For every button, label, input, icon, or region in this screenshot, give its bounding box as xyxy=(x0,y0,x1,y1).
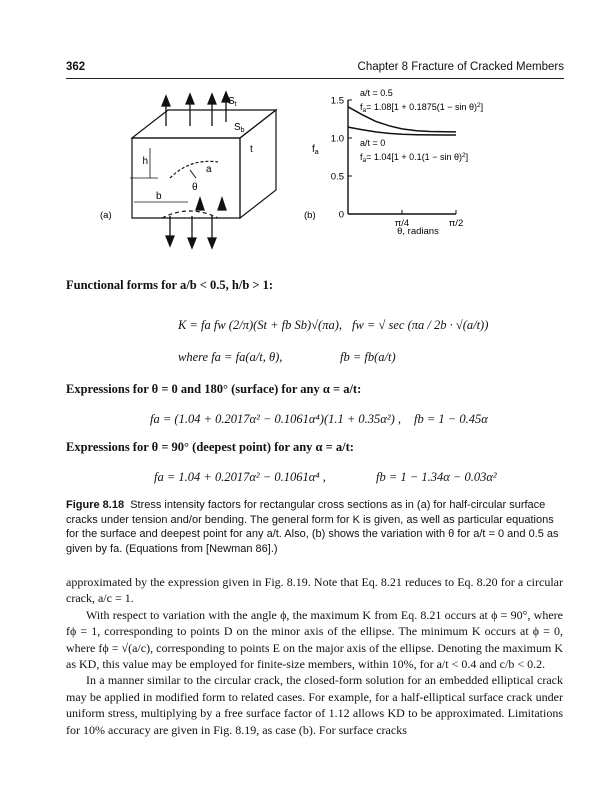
chapter-title: Chapter 8 Fracture of Cracked Members xyxy=(357,61,564,73)
equation-k: K = fa fw (2/π)(St + fb Sb)√(πa), xyxy=(178,318,343,332)
panel-b-label: (b) xyxy=(304,210,316,221)
panel-a-label: (a) xyxy=(100,210,112,221)
heading-surface: Expressions for θ = 0 and 180° (surface) for any α = a/t: xyxy=(66,382,362,396)
body-text xyxy=(66,574,563,738)
block-side xyxy=(240,110,276,218)
dim-b: b xyxy=(156,191,162,202)
y-tick-label: 1.5 xyxy=(330,95,344,107)
series-a-t05-formula: $f_a= 1.08[1 + 0.1875(1 - \sin \theta)^2]$ xyxy=(360,102,484,114)
paragraph-1: approximated by the expression given in Fig. 8.19. Note that Eq. 8.21 reduces to Eq. 8.20 for a circular crack, a/c = 1. xyxy=(66,575,563,606)
x-tick-label: π/4 xyxy=(394,218,410,229)
equation-fb-def: fb = fb(a/t) xyxy=(340,350,396,364)
y-tick-label: 0.5 xyxy=(330,171,344,183)
paragraph-2: With respect to variation with the angle ϕ, the maximum K from Eq. 8.21 occurs at ϕ = 90°, where fϕ = 1, corresponding to points D on the minor axis of the ellipse. The minimum K occurs at ϕ = 0, where fϕ = √(a/c), corresponding to points E on the major axis of the ellipse. Denoting the maximum K as KD, this value may be employed for finite-size members, within 10%, for a/t < 0.4 and c/b < 0.2. xyxy=(66,607,563,672)
equation-fb-deepest: fb = 1 − 1.34α − 0.03α² xyxy=(376,470,497,484)
equation-fw: fw = √ sec (πa / 2b · √(a/t)) xyxy=(352,318,489,332)
heading-functional-forms: Functional forms for a/b < 0.5, h/b > 1: xyxy=(66,278,274,292)
x-axis-label: θ, radians xyxy=(397,226,439,237)
st-label: $S_t$ xyxy=(228,96,237,108)
dim-a: a xyxy=(206,164,212,175)
figure-a-diagram xyxy=(100,92,300,252)
y-tick-label: 0 xyxy=(338,209,344,221)
bottom-arrows xyxy=(166,198,226,248)
block-top xyxy=(132,110,276,138)
series-a-t05-name: a/t = 0.5 xyxy=(360,88,393,98)
x-tick-label: π/2 xyxy=(448,218,464,229)
figure-b-chart xyxy=(300,80,484,240)
equation-fa-deepest: fa = 1.04 + 0.2017α² − 0.1061α⁴ , xyxy=(154,470,326,484)
series-a-t0-formula: $f_a= 1.04[1 + 0.1(1 - \sin \theta)^2]$ xyxy=(360,152,469,164)
caption-text: Stress intensity factors for rectangular cross sections as in (a) for half-circular surface cracks under tension and/or bending. The general form for K is given, as well as particular equations for the surface and deepest point for any a/t. Also, (b) shows the variation with θ for a/t = 0 and 0.5 as given by fa. (Equations from [Newman 86].) xyxy=(66,499,559,555)
running-header xyxy=(66,60,564,79)
dim-h: h xyxy=(142,156,148,167)
equation-where-fa: where fa = fa(a/t, θ), xyxy=(178,350,283,364)
y-tick-label: 1.0 xyxy=(330,133,344,145)
figure-caption xyxy=(66,498,566,556)
top-arrows xyxy=(162,92,230,126)
series-a-t0-name: a/t = 0 xyxy=(360,138,386,148)
heading-deepest-point: Expressions for θ = 90° (deepest point) for any α = a/t: xyxy=(66,440,354,454)
equation-fa-surface: fa = (1.04 + 0.2017α² − 0.1061α⁴)(1.1 + 0.35α²) , xyxy=(150,412,402,426)
theta-label: θ xyxy=(192,182,198,193)
page-number: 362 xyxy=(66,61,86,73)
chart-ticks xyxy=(331,96,463,230)
dim-t: t xyxy=(250,144,253,155)
y-axis-label: $f_a$ xyxy=(312,144,319,156)
paragraph-3: In a manner similar to the circular crack, the closed-form solution for an embedded elliptical crack may be applied in modified form to related cases. For example, for a half-elliptical surface crack under uniform stress, multiplying by a free surface factor of 1.12 allows KD to be approximated. Limitations for 10% accuracy are given in Fig. 8.19, as case (b). For surface cracks xyxy=(66,673,563,737)
sb-label: $S_b$ xyxy=(234,122,245,134)
caption-label: Figure 8.18 xyxy=(66,499,125,511)
equation-fb-surface: fb = 1 − 0.45α xyxy=(414,412,488,426)
